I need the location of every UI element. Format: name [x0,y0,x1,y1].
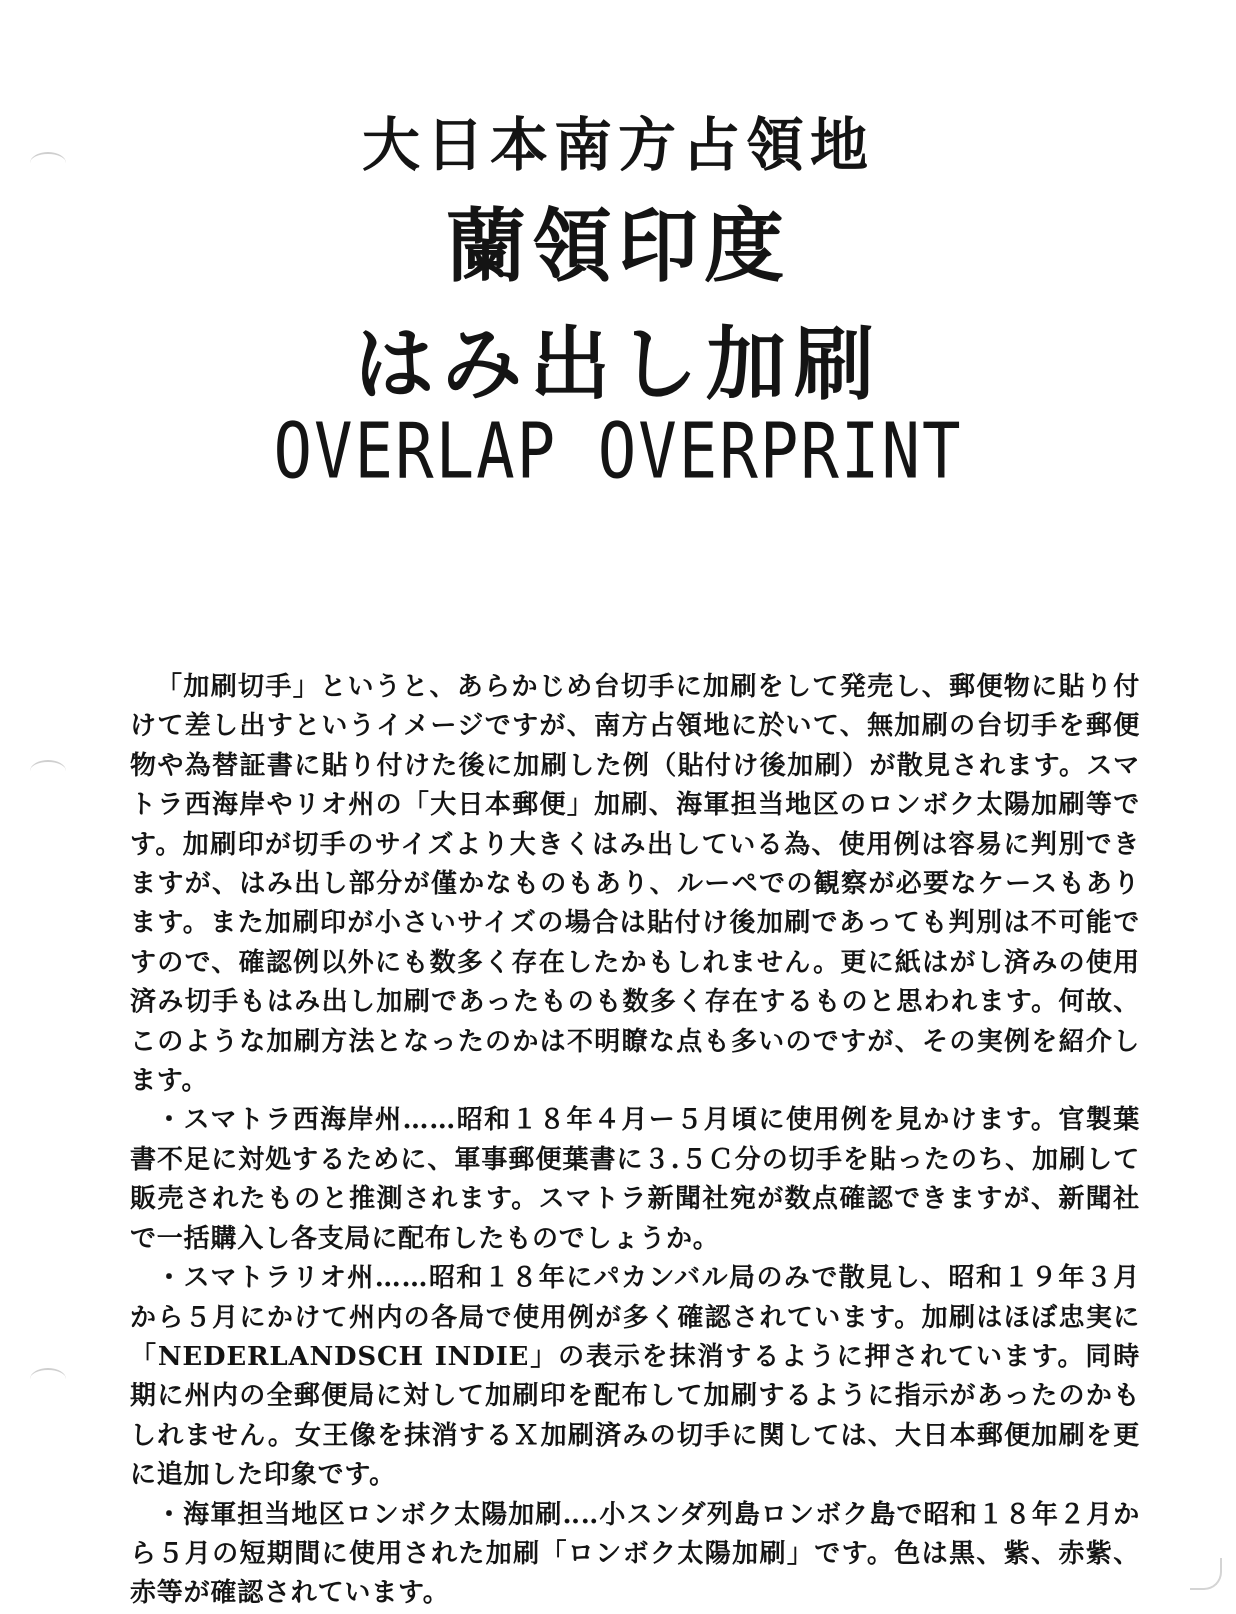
paragraph-sumatra-riau: ・スマトラリオ州……昭和１８年にパカンバル局のみで散見し、昭和１９年３月から５月にかけて州内の各局で使用例が多く確認されています。加刷はほぼ忠実に「NEDERLANDSCH INDIE」の表示を抹消するように押されています。同時期に州内の全郵便局に対して加刷印を配布して加刷するように指示があったのかもしれません。女王像を抹消するＸ加刷済みの切手に関しては、大日本郵便加刷を更に追加した印象です。 [130,1263,1140,1491]
punch-hole-mark-bottom [30,1368,66,1390]
title-dutch-indies: 蘭領印度 [446,199,790,293]
title-occupied-territory: 大日本南方占領地 [361,111,874,179]
paragraph-sumatra-west-coast: ・スマトラ西海岸州……昭和１８年４月ー５月頃に使用例を見かけます。官製葉書不足に対処するために、軍事郵便葉書に３.５Ｃ分の切手を貼ったのち、加刷して販売されたものと推測されます。スマトラ新聞社宛が数点確認できますが、新聞社で一括購入し各支局に配布したものでしょうか。 [130,1105,1140,1254]
page-corner-mark [1190,1558,1222,1590]
title-overlap-overprint-en: OVERLAP OVERPRINT [273,408,963,497]
intro-paragraph: 「加刷切手」というと、あらかじめ台切手に加刷をして発売し、郵便物に貼り付けて差し出すというイメージですが、南方占領地に於いて、無加刷の台切手を郵便物や為替証書に貼り付けた後に加刷した例（貼付け後加刷）が散見されます。スマトラ西海岸やリオ州の「大日本郵便」加刷、海軍担当地区のロンボク太陽加刷等です。加刷印が切手のサイズより大きくはみ出している為、使用例は容易に判別できますが、はみ出し部分が僅かなものもあり、ルーペでの観察が必要なケースもあります。また加刷印が小さいサイズの場合は貼付け後加刷であっても判別は不可能ですので、確認例以外にも数多く存在したかもしれません。更に紙はがし済みの使用済み切手もはみ出し加刷であったものも数多く存在するものと思われます。何故、このような加刷方法となったのかは不明瞭な点も多いのですが、その実例を紹介します。 [130,672,1140,1097]
body-text [130,668,1140,1614]
punch-hole-mark-middle [30,760,66,782]
title-overlap-overprint-jp: はみ出し加刷 [354,317,882,411]
paragraph-lombok-sun: ・海軍担当地区ロンボク太陽加刷‥‥小スンダ列島ロンボク島で昭和１８年２月から５月の短期間に使用された加刷「ロンボク太陽加刷」です。色は黒、紫、赤紫、赤等が確認されています。 [130,1499,1140,1609]
